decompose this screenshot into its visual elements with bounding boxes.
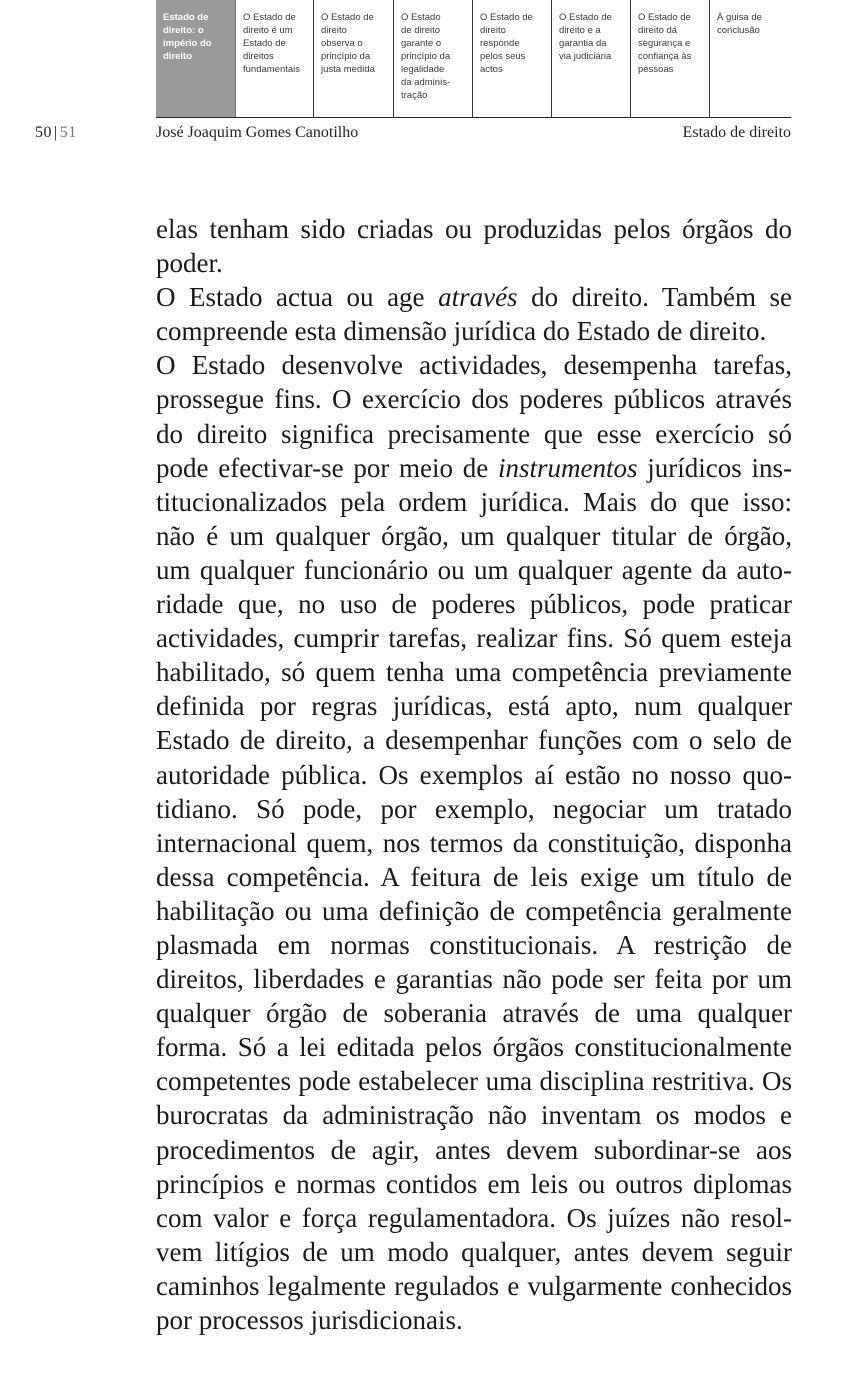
page-separator: |: [54, 124, 58, 141]
page-number-right: 51: [59, 124, 77, 141]
toc-item-direitos-fundamentais[interactable]: O Estado de direito é um Estado de direitos fundamentais: [236, 0, 314, 117]
page-number-left: 50: [35, 124, 52, 141]
toc-item-estado-de-direito-imperio[interactable]: Estado de direito: o império do direito: [156, 0, 236, 117]
paragraph-2: O Estado actua ou age através do direito. Também se compreende esta dimensão jurídica do Estado de direito.: [156, 282, 793, 347]
page-numbers: [35, 124, 77, 142]
toc-item-via-judiciaria[interactable]: O Estado de direito e a garantia da via judiciária: [552, 0, 631, 117]
toc-item-seguranca-confianca[interactable]: O Estado de direito dá segurança e confiança às pessoas: [631, 0, 710, 117]
running-header-section: Estado de direito: [682, 124, 791, 141]
toc-item-conclusao[interactable]: À guisa de conclusão: [717, 12, 762, 36]
running-header-author: José Joaquim Gomes Canotilho: [156, 124, 359, 141]
paragraph-3: O Estado desenvolve actividades, desempenha tarefas, prossegue fins. O exercício dos poderes públicos através do direito significa precisamente que esse exercício só pode efectivar-se por meio de instrumentos jurídicos institucionalizados pela ordem jurídica. Mais do que isso: não é um qualquer órgão, um qualquer titular de órgão, um qualquer funcionário ou um qualquer agente da autoridade que, no uso de poderes públicos, pode praticar actividades, cumprir tarefas, realizar fins. Só quem esteja habilitado, só quem tenha uma competência previamente definida por regras jurídicas, está apto, num qualquer Estado de direito, a desempenhar funções com o selo de autoridade pública. Os exemplos aí estão no nosso quotidiano. Só pode, por exemplo, negociar um tratado internacional quem, nos termos da constituição, disponha dessa competência. A feitura de leis exige um título de habilitação ou uma definição de competência geralmente plasmada em normas constitucionais. A restrição de direitos, liberdades e garantias não pode ser feita por um qualquer órgão de soberania através de uma qualquer forma. Só a lei editada pelos órgãos constitucionalmente competentes pode estabelecer uma disciplina restritiva. Os burocratas da administração não inventam os modos e procedimentos de agir, antes devem subordinar-se aos princípios e normas contidos em leis ou outros diplomas com valor e força regulamentadora. Os juízes não resolvem litígios de um modo qualquer, antes devem seguir caminhos legalmente regulados e vulgarmente conhecidos por processos jurisdicionais.: [156, 350, 793, 1335]
toc-item-justa-medida[interactable]: O Estado de direito observa o princípio da justa medida: [314, 0, 394, 117]
toc-item-responde-actos[interactable]: O Estado de direito responde pelos seus actos: [473, 0, 552, 117]
toc-item-legalidade-administracao[interactable]: O Estado de direito garante o princípio da legalidade da adminis- tração: [394, 0, 473, 117]
chapter-navigation-table: [156, 0, 791, 118]
paragraph-1: elas tenham sido criadas ou produzidas pelos órgãos do poder.: [156, 214, 792, 279]
body-text: [156, 212, 792, 1337]
